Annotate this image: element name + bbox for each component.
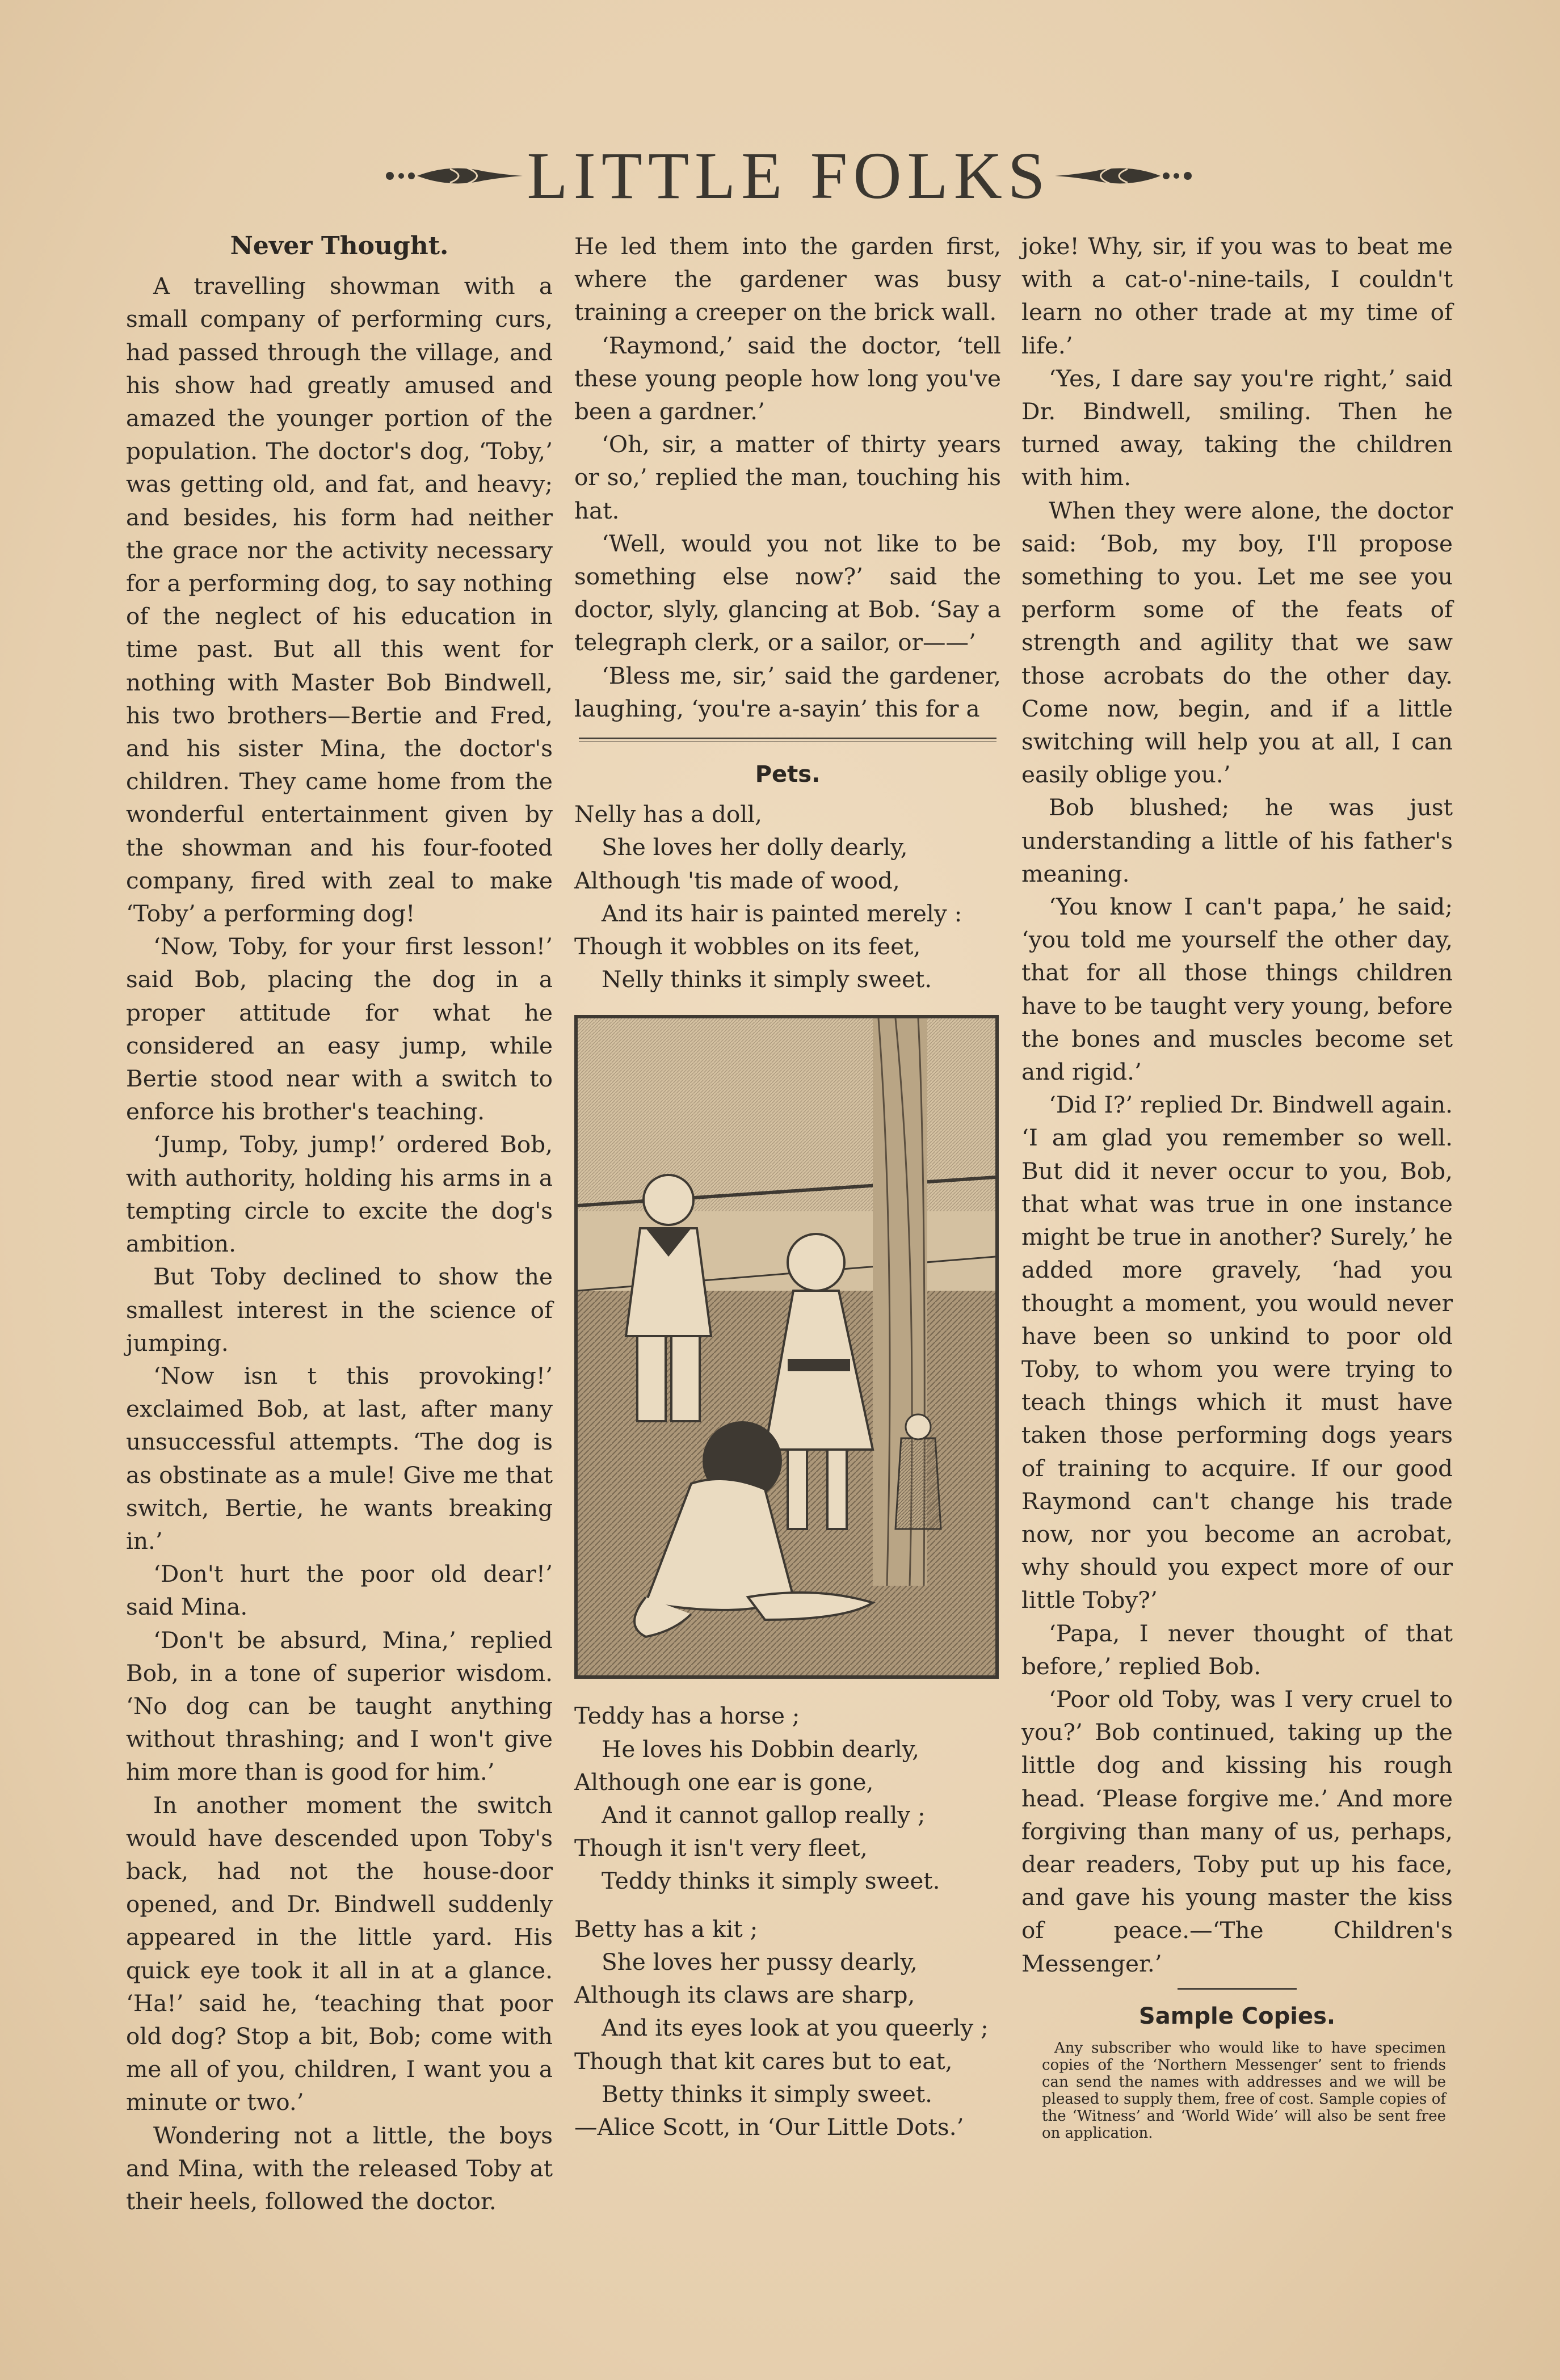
story-column-2 xyxy=(574,230,1001,2143)
story-paragraph: ‘Papa, I never thought of that before,’ replied Bob. xyxy=(1021,1619,1453,1680)
story-paragraph: ‘Bless me, sir,’ said the gardener, laughing, ‘you're a-sayin’ this for a xyxy=(574,662,1001,722)
poem-line: And its hair is painted merely : xyxy=(602,899,962,927)
poem-line: Teddy has a horse ; xyxy=(574,1702,800,1730)
story-paragraph: joke! Why, sir, if you was to beat me with a cat-o'-nine-tails, I couldn't learn no other trade at my time of life.’ xyxy=(1021,233,1453,359)
story-paragraph: ‘Don't hurt the poor old dear!’ said Mina. xyxy=(126,1560,553,1621)
masthead xyxy=(306,136,1271,216)
story-paragraph: ‘Poor old Toby, was I very cruel to you?’ Bob continued, taking up the little dog and kissing his rough head. ‘Please forgive me.’ And more forgiving than many of us, perhaps, dear readers, Toby put up his face, and gave his young master the kiss of peace.—‘The Children's Messenger.’ xyxy=(1021,1685,1453,1977)
poem-stanza-2 xyxy=(574,1699,1001,1897)
sample-copies-text: Any subscriber who would like to have specimen copies of the ‘Northern Messenger’ sent to friends can send the names with addresses and we will be pleased to supply them, free of cost. Sample copies of the ‘Witness’ and ‘World Wide’ will also be sent free on application. xyxy=(1042,2039,1446,2142)
story-paragraph: ‘Don't be absurd, Mina,’ replied Bob, in a tone of superior wisdom. ‘No dog can be taught anything without thrashing; and I won't give him more than is good for him.’ xyxy=(126,1626,553,1786)
children-illustration xyxy=(574,1015,999,1679)
story-paragraph: In another moment the switch would have descended upon Toby's back, had not the house-door opened, and Dr. Bindwell suddenly appeared in the little yard. His quick eye took it all in at a glance. ‘Ha!’ said he, ‘teaching that poor old dog? Stop a bit, Bob; come with me all of you, children, I want you a minute or two.’ xyxy=(126,1791,553,2116)
poem-line: And its eyes look at you queerly ; xyxy=(602,2014,989,2042)
story-paragraph: He led them into the garden first, where the gardener was busy training a creeper on the brick wall. xyxy=(574,233,1001,326)
story-paragraph: ‘Now, Toby, for your first lesson!’ said Bob, placing the dog in a proper attitude for what he considered an easy jump, while Bertie stood near with a switch to enforce his brother's teaching. xyxy=(126,933,553,1126)
poem-title: Pets. xyxy=(755,761,821,788)
story-paragraph: ‘Did I?’ replied Dr. Bindwell again. ‘I am glad you remember so well. But did it never occur to you, Bob, that what was true in one instance might be true in another? Surely,’ he added more gravely, ‘had you thought a moment, you would never have been so unkind to poor old Toby, to whom you were trying to teach things which it must have taken those performing dogs years of training to acquire. If our good Raymond can't change his trade now, nor you become an acrobat, why should you expect more of our little Toby?’ xyxy=(1021,1091,1453,1614)
poem-line: Although its claws are sharp, xyxy=(574,1981,915,2009)
poem-line: She loves her dolly dearly, xyxy=(602,833,908,861)
poem-line: She loves her pussy dearly, xyxy=(602,1948,918,1975)
story-column-1 xyxy=(126,230,553,2218)
left-ornament-icon xyxy=(382,163,524,188)
poem-line: He loves his Dobbin dearly, xyxy=(602,1735,920,1763)
poem-line: Betty thinks it simply sweet. xyxy=(602,2080,933,2108)
story-paragraph: When they were alone, the doctor said: ‘Bob, my boy, I'll propose something to you. Let me see you perform some of the feats of strength and agility that we saw those acrobats do the other day. Come now, begin, and if a little switching will help you at all, I can easily oblige you.’ xyxy=(1021,496,1453,789)
poem-line: Though it isn't very fleet, xyxy=(574,1834,868,1862)
sample-copies-title: Sample Copies. xyxy=(1138,2003,1336,2029)
story-paragraph: ‘Oh, sir, a matter of thirty years or so,’ replied the man, touching his hat. xyxy=(574,431,1001,524)
poem-line: Although one ear is gone, xyxy=(574,1768,874,1796)
poem-line: Teddy thinks it simply sweet. xyxy=(602,1867,940,1895)
poem-line: Though that kit cares but to eat, xyxy=(574,2047,953,2075)
story-paragraph: A travelling showman with a small company of performing curs, had passed through the village, and his show had greatly amused and amazed the younger portion of the population. The doctor's dog, ‘Toby,’ was getting old, and fat, and heavy; and besides, his form had neither the grace nor the activity necessary for a performing dog, to say nothing of the neglect of his education in time past. But all this went for nothing with Master Bob Bindwell, his two brothers—Bertie and Fred, and his sister Mina, the doctor's children. They came home from the wonderful entertainment given by the showman and his four-footed company, fired with zeal to make ‘Toby’ a performing dog! xyxy=(126,272,553,928)
story-paragraph: ‘Raymond,’ said the doctor, ‘tell these young people how long you've been a gardner.’ xyxy=(574,331,1001,426)
section-divider xyxy=(579,738,996,742)
story-paragraph: Wondering not a little, the boys and Mina, with the released Toby at their heels, followed the doctor. xyxy=(126,2121,553,2215)
poem-line: Although 'tis made of wood, xyxy=(574,866,900,894)
sample-copies-notice xyxy=(1021,2040,1453,2142)
story-paragraph: But Toby declined to show the smallest interest in the science of jumping. xyxy=(126,1263,553,1357)
story-paragraph: ‘You know I can't papa,’ he said; ‘you told me yourself the other day, that for all those things children have to be taught very young, before the bones and muscles become set and rigid.’ xyxy=(1021,893,1453,1086)
children-playing-image xyxy=(578,1018,995,1675)
poem-stanza-3 xyxy=(574,1913,1001,2143)
poem-line: And it cannot gallop really ; xyxy=(602,1801,926,1829)
story-paragraph: ‘Jump, Toby, jump!’ ordered Bob, with authority, holding his arms in a tempting circle to excite the dog's ambition. xyxy=(126,1131,553,1258)
story-title: Never Thought. xyxy=(230,231,449,260)
page-title: LITTLE FOLKS xyxy=(527,138,1051,213)
story-paragraph: ‘Well, would you not like to be something else now?’ said the doctor, slyly, glancing at Bob. ‘Say a telegraph clerk, or a sailor, or——’ xyxy=(574,529,1001,656)
poem-line: Nelly has a doll, xyxy=(574,801,763,828)
poem-stanza-1 xyxy=(574,798,1001,996)
poem-line: Though it wobbles on its feet, xyxy=(574,933,921,961)
story-paragraph: ‘Yes, I dare say you're right,’ said Dr. Bindwell, smiling. Then he turned away, taking the children with him. xyxy=(1021,364,1453,491)
poem-line: Nelly thinks it simply sweet. xyxy=(602,966,932,993)
story-paragraph: ‘Now isn t this provoking!’ exclaimed Bob, at last, after many unsuccessful attempts. ‘The dog is as obstinate as a mule! Give me that switch, Bertie, he wants breaking in.’ xyxy=(126,1362,553,1555)
right-ornament-icon xyxy=(1054,163,1196,188)
story-paragraph: Bob blushed; he was just understanding a little of his father's meaning. xyxy=(1021,794,1453,887)
story-column-3 xyxy=(1021,230,1453,2142)
poem-line: Betty has a kit ; xyxy=(574,1915,758,1943)
short-divider xyxy=(1178,1988,1297,1990)
poem-credit: —Alice Scott, in ‘Our Little Dots.’ xyxy=(574,2113,964,2141)
